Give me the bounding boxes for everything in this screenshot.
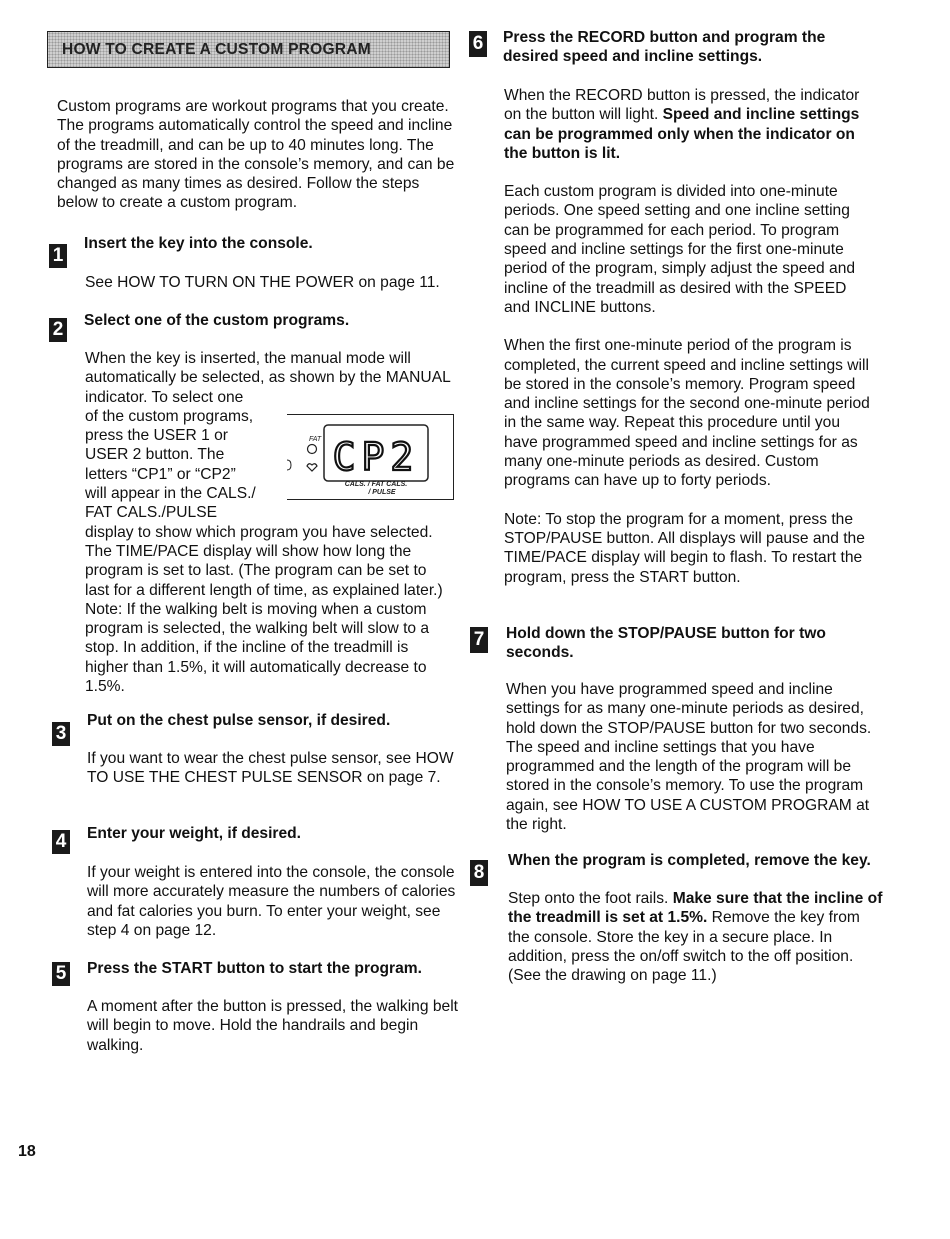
step-3-body: [87, 749, 457, 788]
page-number: 18: [18, 1143, 36, 1160]
step-7-badge: 7: [470, 627, 488, 653]
edge-mark-icon: [287, 460, 291, 470]
step-1-body: [85, 273, 457, 292]
step-2-line: press the USER 1 or: [85, 427, 229, 445]
console-display-illustration: [287, 414, 454, 500]
step-1-badge: 1: [49, 244, 67, 268]
step-6-para-1-normal: When the RECORD button is pressed, the indicator on the button will light.: [504, 87, 860, 124]
step-8-normal-b: Remove the key from the console. Store the key in a secure place. In addition, press the on/off switch to the off position. (See the drawing on page 11.): [508, 909, 860, 985]
step-6-para-2: Each custom program is divided into one-minute periods. One speed setting and one incline setting can be programmed for each period. To program speed and incline settings for the first one-minute period of the program, simply adjust the speed and incline of the treadmill as desired with the SPEED and INCLINE buttons.: [504, 183, 856, 316]
step-1-text: See HOW TO TURN ON THE POWER on page 11.: [85, 274, 440, 291]
step-1-title: Insert the key into the console.: [84, 235, 313, 252]
section-banner: [47, 31, 450, 68]
step-2-line: FAT CALS./PULSE: [85, 504, 218, 522]
step-2-rest: display to show which program you have selected. The TIME/PACE display will show how long the program is set to last. (The program can be set to last for a different length of time, as explained later.) Note: If the walking belt is moving when a custom program is selected, the walking belt will slow to a stop. In addition, if the incline of the treadmill is higher than 1.5%, it will automatically decrease to 1.5%.: [85, 523, 443, 696]
step-6-para-1: [504, 86, 876, 163]
display-side-label: FAT: [309, 436, 322, 443]
display-label-top: CALS. / FAT CALS.: [344, 481, 408, 488]
step-2-line: will appear in the CALS./: [85, 485, 256, 503]
step-2-line: of the custom programs,: [85, 407, 254, 425]
indicator-light-icon: [308, 445, 317, 454]
step-7-title: Hold down the STOP/PAUSE button for two seconds.: [506, 625, 826, 662]
section-title: HOW TO CREATE A CUSTOM PROGRAM: [62, 41, 371, 58]
step-6-badge: 6: [469, 31, 487, 57]
display-drawing: [287, 415, 452, 499]
step-8-title: When the program is completed, remove the key.: [508, 852, 871, 869]
step-8-body: [508, 889, 883, 985]
step-6-title: Press the RECORD button and program the desired speed and incline settings.: [503, 29, 826, 66]
step-8-normal-a: Step onto the foot rails.: [508, 890, 673, 907]
step-5-title: Press the START button to start the program.: [87, 960, 422, 977]
step-2-title: Select one of the custom programs.: [84, 312, 350, 329]
step-5-body: [87, 997, 459, 1055]
step-2-line: automatically be selected, as shown by the MANUAL: [85, 369, 451, 387]
display-label-bottom: / PULSE: [368, 489, 396, 496]
step-8-badge: 8: [470, 860, 488, 886]
step-4-text: If your weight is entered into the console, the console will more accurately measure the numbers of calories and fat calories you burn. To enter your weight, see step 4 on page 12.: [87, 864, 456, 939]
step-7-body: [506, 680, 881, 834]
step-2-body: [85, 349, 457, 696]
intro-paragraph: [57, 97, 457, 213]
step-2-line: indicator. To select one: [85, 388, 244, 406]
step-6-para-1-bold: Speed and incline settings can be programmed only when the indicator on the button is lit.: [504, 106, 860, 162]
step-6-para-3: When the first one-minute period of the program is completed, the current speed and incline settings will be stored in the console’s memory. Program speed and incline settings for the second one-minute period in the same way. Repeat this procedure until you have programmed speed and incline settings for as many one-minute periods as desired. Custom programs can have up to forty periods.: [504, 337, 870, 490]
step-8-bold: Make sure that the incline of the treadmill is set at 1.5%.: [508, 890, 883, 927]
step-3-text: If you want to wear the chest pulse sensor, see HOW TO USE THE CHEST PULSE SENSOR on page 7.: [87, 750, 454, 787]
step-6-para-4: Note: To stop the program for a moment, press the STOP/PAUSE button. All displays will pause and the TIME/PACE display will begin to flash. To restart the program, press the START button.: [504, 510, 865, 586]
heart-icon: [307, 464, 317, 471]
step-4-body: [87, 863, 459, 940]
step-5-badge: 5: [52, 962, 70, 986]
step-4-title: Enter your weight, if desired.: [87, 825, 302, 842]
step-2-badge: 2: [49, 318, 67, 342]
step-3-title: Put on the chest pulse sensor, if desired.: [87, 712, 391, 729]
step-6-body: [504, 86, 876, 587]
step-8-para: [508, 889, 883, 985]
step-2-line: When the key is inserted, the manual mode will: [85, 350, 411, 367]
step-3-badge: 3: [52, 722, 70, 746]
step-2-line: letters “CP1” or “CP2”: [85, 465, 236, 483]
step-4-badge: 4: [52, 830, 70, 854]
intro-text: Custom programs are workout programs that you create. The programs automatically control the speed and incline of the treadmill, and can be up to 40 minutes long. The programs are stored in the console’s memory, and can be changed as many times as desired. Follow the steps below to create a custom program.: [57, 98, 455, 212]
step-5-text: A moment after the button is pressed, the walking belt will begin to move. Hold the handrails and begin walking.: [87, 998, 458, 1054]
step-7-text: When you have programmed speed and incline settings for as many one-minute periods as desired, hold down the STOP/PAUSE button for two seconds. The speed and incline settings that you have programmed and the length of the program will be stored in the console’s memory. To use the program again, see HOW TO USE A CUSTOM PROGRAM at the right.: [506, 681, 872, 834]
step-2-line: USER 2 button. The: [85, 446, 225, 464]
led-readout: CP2: [332, 435, 420, 479]
